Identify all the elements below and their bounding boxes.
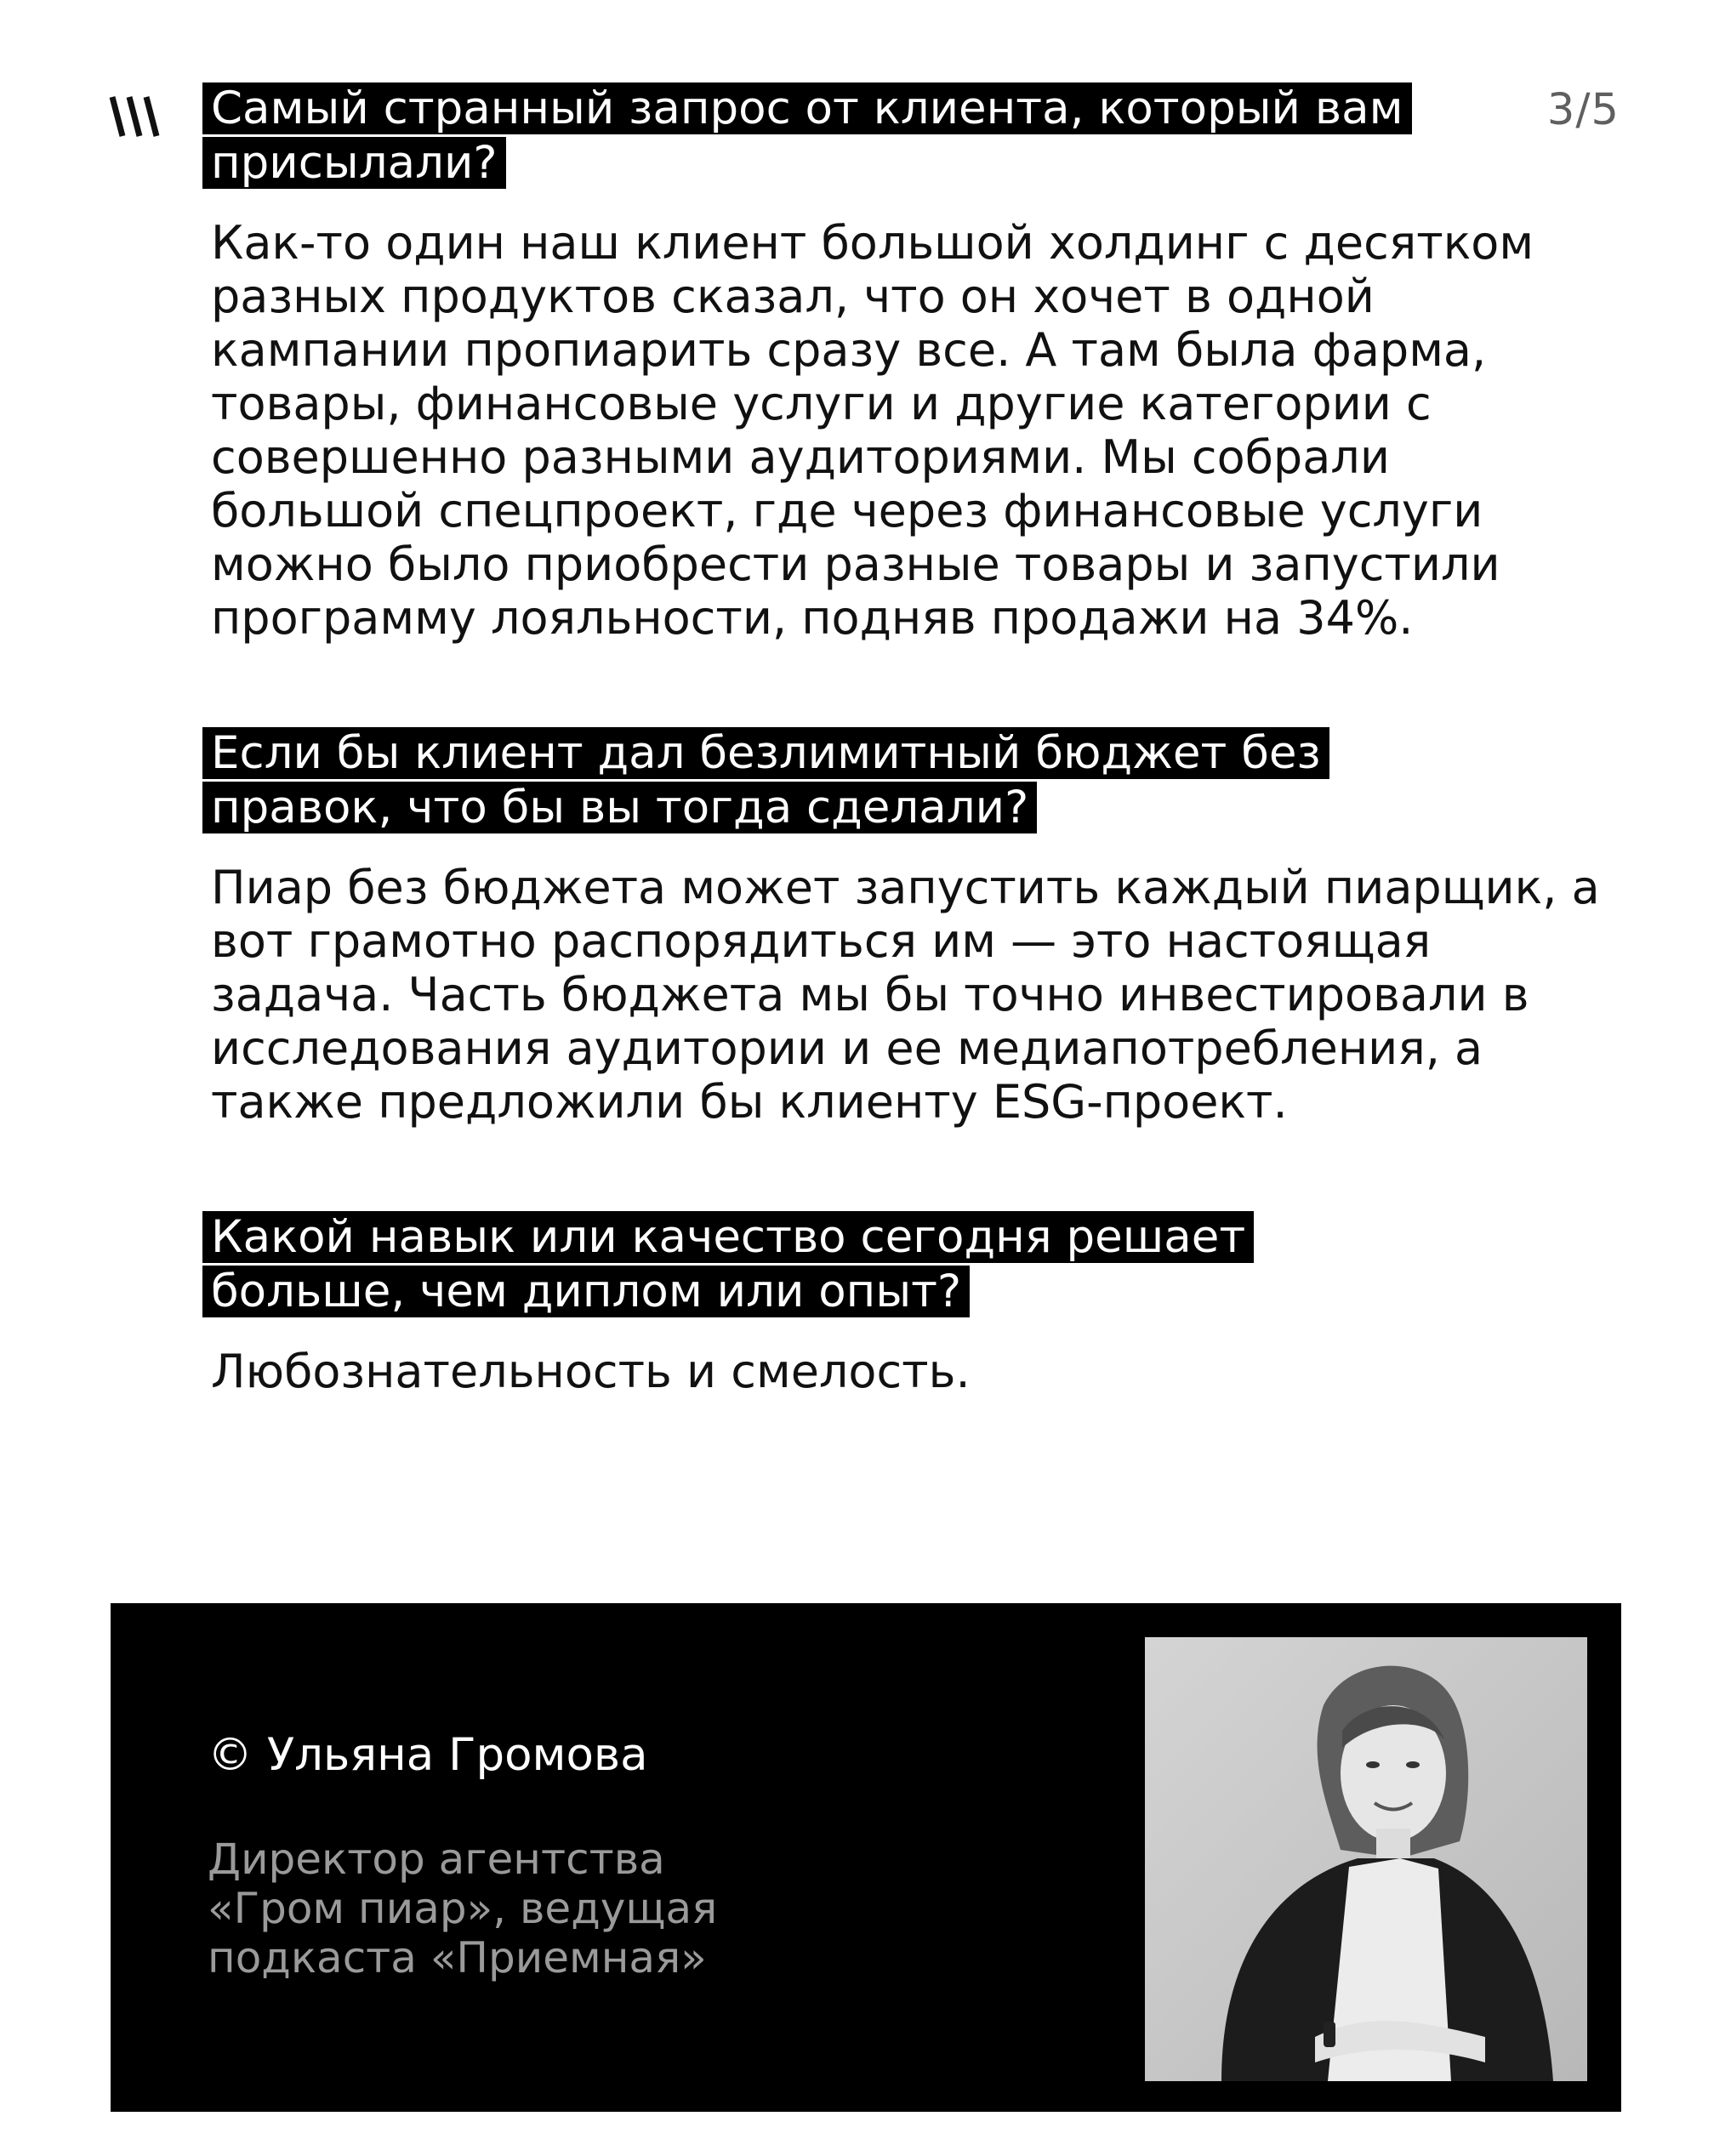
answer-text: Пиар без бюджета может запустить каждый пиарщик, а вот грамотно распорядиться им — это настоящая задача. Часть бюджета мы бы точно инвестировали в исследования аудитории и ее медиапотребления, а также предложили бы клиенту ESG-проект.	[211, 861, 1600, 1129]
qa-item	[202, 1210, 1614, 1398]
qa-item	[202, 726, 1614, 1129]
qa-list	[202, 82, 1614, 1398]
page-counter: 3/5	[1546, 85, 1620, 135]
author-card	[111, 1603, 1621, 2112]
answer-text: Любознательность и смелость.	[211, 1345, 971, 1398]
question-text: Какой навык или качество сегодня решает больше, чем диплом или опыт?	[202, 1211, 1254, 1317]
author-name: © Ульяна Громова	[208, 1729, 648, 1781]
question-heading	[202, 82, 1444, 191]
question-heading	[202, 1210, 1444, 1319]
qa-item	[202, 82, 1614, 645]
question-text: Если бы клиент дал безлимитный бюджет без правок, что бы вы тогда сделали?	[202, 727, 1329, 833]
author-portrait-photo	[1145, 1637, 1587, 2081]
question-heading	[202, 726, 1444, 835]
answer-text: Как-то один наш клиент большой холдинг с десятком разных продуктов сказал, что он хочет в одной кампании пропиарить сразу все. А там была фарма, товары, финансовые услуги и другие категории с совершенно разными аудиториями. Мы собрали большой спецпроект, где через финансовые услуги можно было приобрести разные товары и запустили программу лояльности, подняв продажи на 34%.	[211, 216, 1534, 645]
triple-slash-logo-icon	[109, 95, 163, 138]
question-text: Самый странный запрос от клиента, который вам присылали?	[202, 82, 1412, 189]
author-role: Директор агентства «Гром пиар», ведущая подкаста «Приемная»	[208, 1835, 718, 1982]
